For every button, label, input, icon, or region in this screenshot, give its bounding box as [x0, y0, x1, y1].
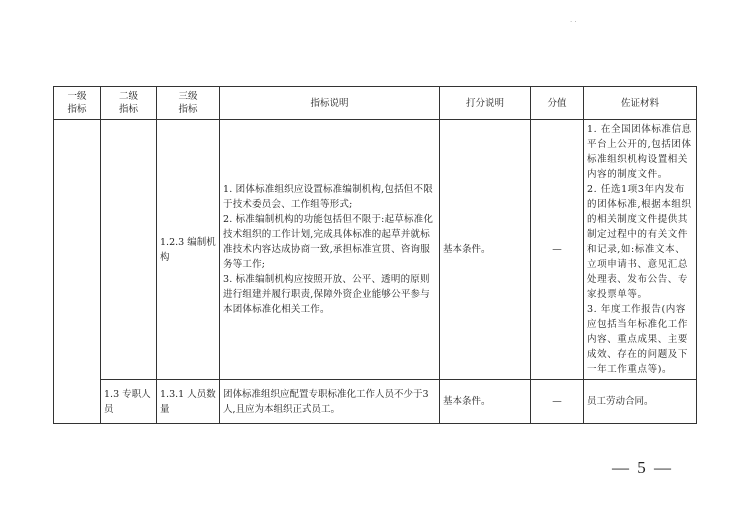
row1-score: — [531, 120, 584, 380]
header-score: 分值 [531, 87, 584, 120]
header-evidence: 佐证材料 [584, 87, 697, 120]
row2-level2: 1.3 专职人员 [101, 380, 157, 424]
header-scoring: 打分说明 [440, 87, 531, 120]
table-row [54, 380, 697, 424]
table-header-row [54, 87, 697, 120]
header-level3: 三级 指标 [157, 87, 220, 120]
criteria-item: 1. 团体标准组织应设置标准编制机构,包括但不限于技术委员会、工作组等形式; [223, 184, 433, 210]
row2-level3: 1.3.1 人员数量 [157, 380, 220, 424]
indicator-table [53, 86, 697, 424]
evidence-item: 2. 任选1项3年内发布的团体标准,根据本组织的相关制度文件提供其制定过程中的有关文件和记录,如:标准文本、立项申请书、意见汇总处理表、发布公告、专家投票单等。 [587, 184, 692, 300]
criteria-item: 2. 标准编制机构的功能包括但不限于:起草标准化技术组织的工作计划,完成具体标准的起草并就标准技术内容达成协商一致,承担标准宣贯、咨询服务等工作; [223, 214, 434, 270]
row1-level3: 1.2.3 编制机构 [157, 120, 220, 380]
criteria-item: 3. 标准编制机构应按照开放、公平、透明的原则进行组建并履行职责,保障外资企业能够公平参与本团体标准化相关工作。 [223, 274, 430, 315]
page-number: — 5 — [612, 458, 673, 477]
row1-level1 [54, 120, 101, 424]
page-mark: · · [570, 18, 577, 26]
row2-criteria: 团体标准组织应配置专职标准化工作人员不少于3人,且应为本组织正式员工。 [220, 380, 440, 424]
row1-criteria [220, 120, 440, 380]
header-level2: 二级 指标 [101, 87, 157, 120]
row1-scoring: 基本条件。 [440, 120, 531, 380]
row2-score: — [531, 380, 584, 424]
row2-evidence: 员工劳动合同。 [584, 380, 697, 424]
row1-level2 [101, 120, 157, 380]
row1-evidence [584, 120, 697, 380]
row2-scoring: 基本条件。 [440, 380, 531, 424]
evidence-item: 1. 在全国团体标准信息平台上公开的,包括团体标准组织机构设置相关内容的制度文件。 [587, 124, 692, 180]
table-row [54, 120, 697, 380]
evidence-item: 3. 年度工作报告(内容应包括当年标准化工作内容、重点成果、主要成效、存在的问题及下一年工作重点等)。 [587, 304, 689, 375]
header-criteria: 指标说明 [220, 87, 440, 120]
header-level1: 一级 指标 [54, 87, 101, 120]
